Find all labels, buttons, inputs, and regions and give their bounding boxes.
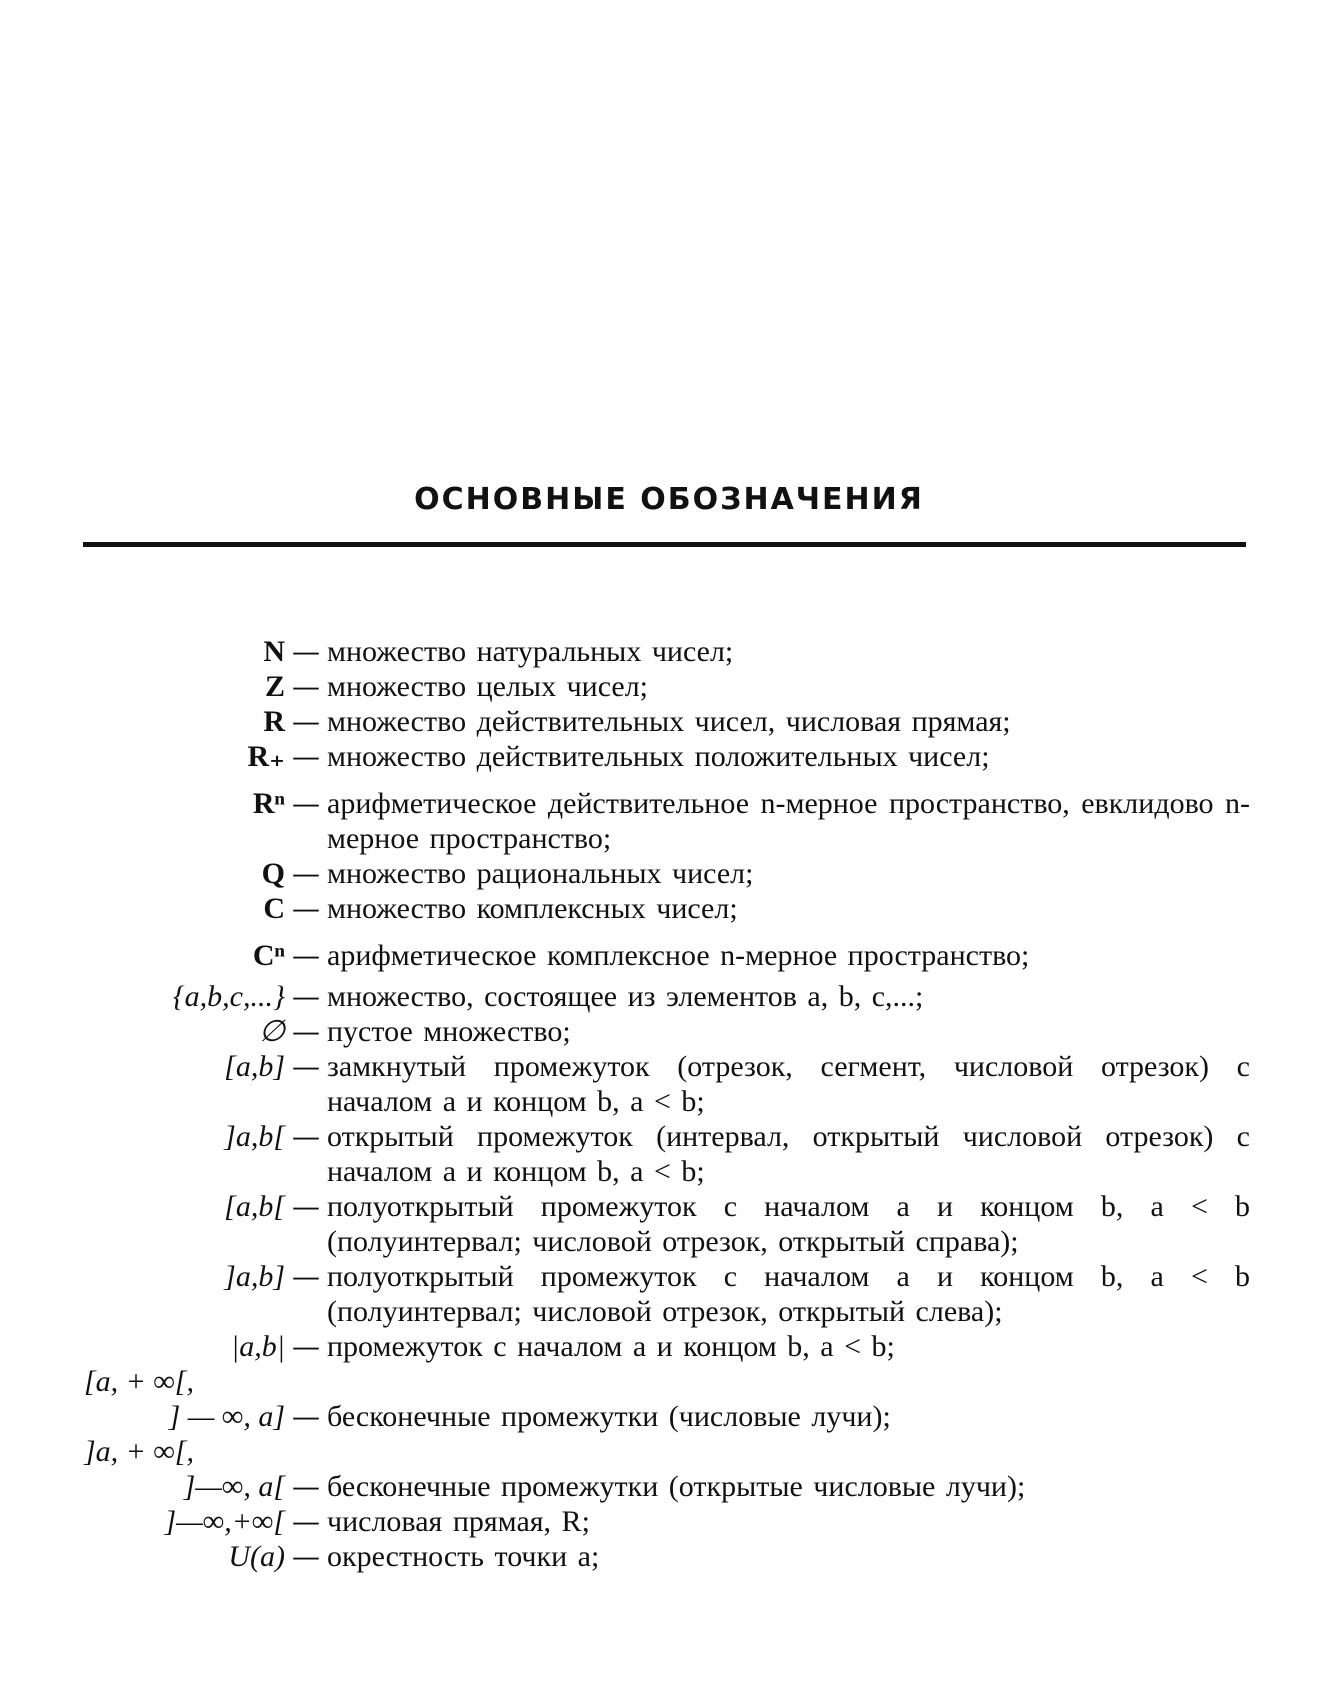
dash-separator: — xyxy=(292,1540,320,1573)
notation-entry-rays xyxy=(80,1399,1250,1434)
notation-symbol: ∅ xyxy=(258,1015,285,1048)
notation-symbol: Z xyxy=(264,670,285,703)
notation-description: арифметическое действительное n-мерное пространство, евклидово n-мерное пространство; xyxy=(327,787,1250,855)
notation-symbol: |a,b| xyxy=(231,1330,285,1363)
dash-separator: — xyxy=(292,635,320,668)
dash-separator: — xyxy=(292,740,320,773)
notation-description: множество, состоящее из элементов a, b, c,...; xyxy=(327,980,924,1013)
notation-entry-set xyxy=(80,979,1250,1014)
notation-list xyxy=(80,634,1250,1574)
dash-separator: — xyxy=(292,1260,320,1293)
dash-separator: — xyxy=(292,1120,320,1153)
notation-entry-open-ray-a-plus-inf xyxy=(80,1434,1250,1469)
notation-entry-empty-set xyxy=(80,1014,1250,1049)
notation-entry-integers xyxy=(80,669,1250,704)
dash-separator: — xyxy=(292,1190,320,1223)
dash-separator: — xyxy=(292,1505,320,1538)
notation-entry-generic-interval xyxy=(80,1329,1250,1364)
notation-symbol: ] — ∞, a] xyxy=(168,1400,285,1433)
dash-separator: — xyxy=(292,1400,320,1433)
notation-symbol: [a,b[ xyxy=(224,1190,285,1223)
notation-symbol: Cⁿ xyxy=(252,939,285,972)
notation-symbol: {a,b,c,...} xyxy=(172,980,285,1013)
notation-symbol: ]a,b] xyxy=(224,1260,285,1293)
notation-description: замкнутый промежуток (отрезок, сегмент, числовой отрезок) с началом a и концом b, a < b; xyxy=(327,1050,1250,1118)
notation-symbol: ]a, + ∞[, xyxy=(84,1435,194,1468)
notation-description: бесконечные промежутки (открытые числовые лучи); xyxy=(327,1470,1026,1503)
notation-entry-half-open-right xyxy=(80,1189,1250,1259)
notation-description: окрестность точки a; xyxy=(327,1540,600,1573)
notation-description: полуоткрытый промежуток с началом a и концом b, a < b (полуинтервал; числовой отрезок, открытый слева); xyxy=(327,1260,1250,1328)
notation-description: множество действительных чисел, числовая прямая; xyxy=(327,705,1011,738)
notation-entry-rationals xyxy=(80,856,1250,891)
notation-entry-ray-a-plus-inf xyxy=(80,1364,1250,1399)
dash-separator: — xyxy=(292,1470,320,1503)
dash-separator: — xyxy=(292,980,320,1013)
page-title: ОСНОВНЫЕ ОБОЗНАЧЕНИЯ xyxy=(414,482,924,517)
notation-symbol: Q xyxy=(261,857,285,890)
notation-entry-reals xyxy=(80,704,1250,739)
notation-description: множество комплексных чисел; xyxy=(327,892,738,925)
notation-entry-complex xyxy=(80,891,1250,926)
dash-separator: — xyxy=(292,1050,320,1083)
notation-symbol: N xyxy=(263,635,285,668)
notation-entry-complex-space xyxy=(80,938,1250,973)
notation-description: бесконечные промежутки (числовые лучи); xyxy=(327,1400,891,1433)
notation-description: множество целых чисел; xyxy=(327,670,649,703)
notation-entry-neighborhood xyxy=(80,1539,1250,1574)
notation-symbol: [a,b] xyxy=(224,1050,285,1083)
notation-entry-open-interval xyxy=(80,1119,1250,1189)
notation-symbol: ]—∞, a[ xyxy=(183,1470,285,1503)
dash-separator: — xyxy=(292,1330,320,1363)
notation-symbol: U(a) xyxy=(228,1540,285,1573)
dash-separator: — xyxy=(292,857,320,890)
notation-description: множество натуральных чисел; xyxy=(327,635,734,668)
dash-separator: — xyxy=(292,1015,320,1048)
notation-entry-real-line xyxy=(80,1504,1250,1539)
notation-entry-positive-reals xyxy=(80,739,1250,774)
notation-description: открытый промежуток (интервал, открытый числовой отрезок) с началом a и концом b, a < b; xyxy=(327,1120,1250,1188)
notation-symbol: ]a,b[ xyxy=(224,1120,285,1153)
notation-entry-naturals xyxy=(80,634,1250,669)
dash-separator: — xyxy=(292,892,320,925)
dash-separator: — xyxy=(292,670,320,703)
notation-symbol: [a, + ∞[, xyxy=(84,1365,194,1398)
notation-entry-closed-interval xyxy=(80,1049,1250,1119)
notation-description: множество рациональных чисел; xyxy=(327,857,754,890)
notation-description: полуоткрытый промежуток с началом a и концом b, a < b (полуинтервал; числовой отрезок, открытый справа); xyxy=(327,1190,1250,1258)
notation-entry-half-open-left xyxy=(80,1259,1250,1329)
notation-description: множество действительных положительных чисел; xyxy=(327,740,990,773)
notation-symbol: ]—∞,+∞[ xyxy=(164,1505,285,1538)
notation-entry-open-rays xyxy=(80,1469,1250,1504)
dash-separator: — xyxy=(292,705,320,738)
notation-symbol: R xyxy=(263,705,285,738)
notation-description: промежуток с началом a и концом b, a < b; xyxy=(327,1330,895,1363)
dash-separator: — xyxy=(292,939,320,972)
title-rule xyxy=(83,542,1246,547)
notation-symbol: R₊ xyxy=(247,740,285,773)
notation-description: пустое множество; xyxy=(327,1015,571,1048)
notation-symbol: C xyxy=(263,892,285,925)
notation-description: числовая прямая, R; xyxy=(327,1505,590,1538)
notation-entry-real-space xyxy=(80,786,1250,856)
notation-description: арифметическое комплексное n-мерное пространство; xyxy=(327,939,1030,972)
dash-separator: — xyxy=(292,787,320,820)
notation-symbol: Rⁿ xyxy=(252,787,285,820)
